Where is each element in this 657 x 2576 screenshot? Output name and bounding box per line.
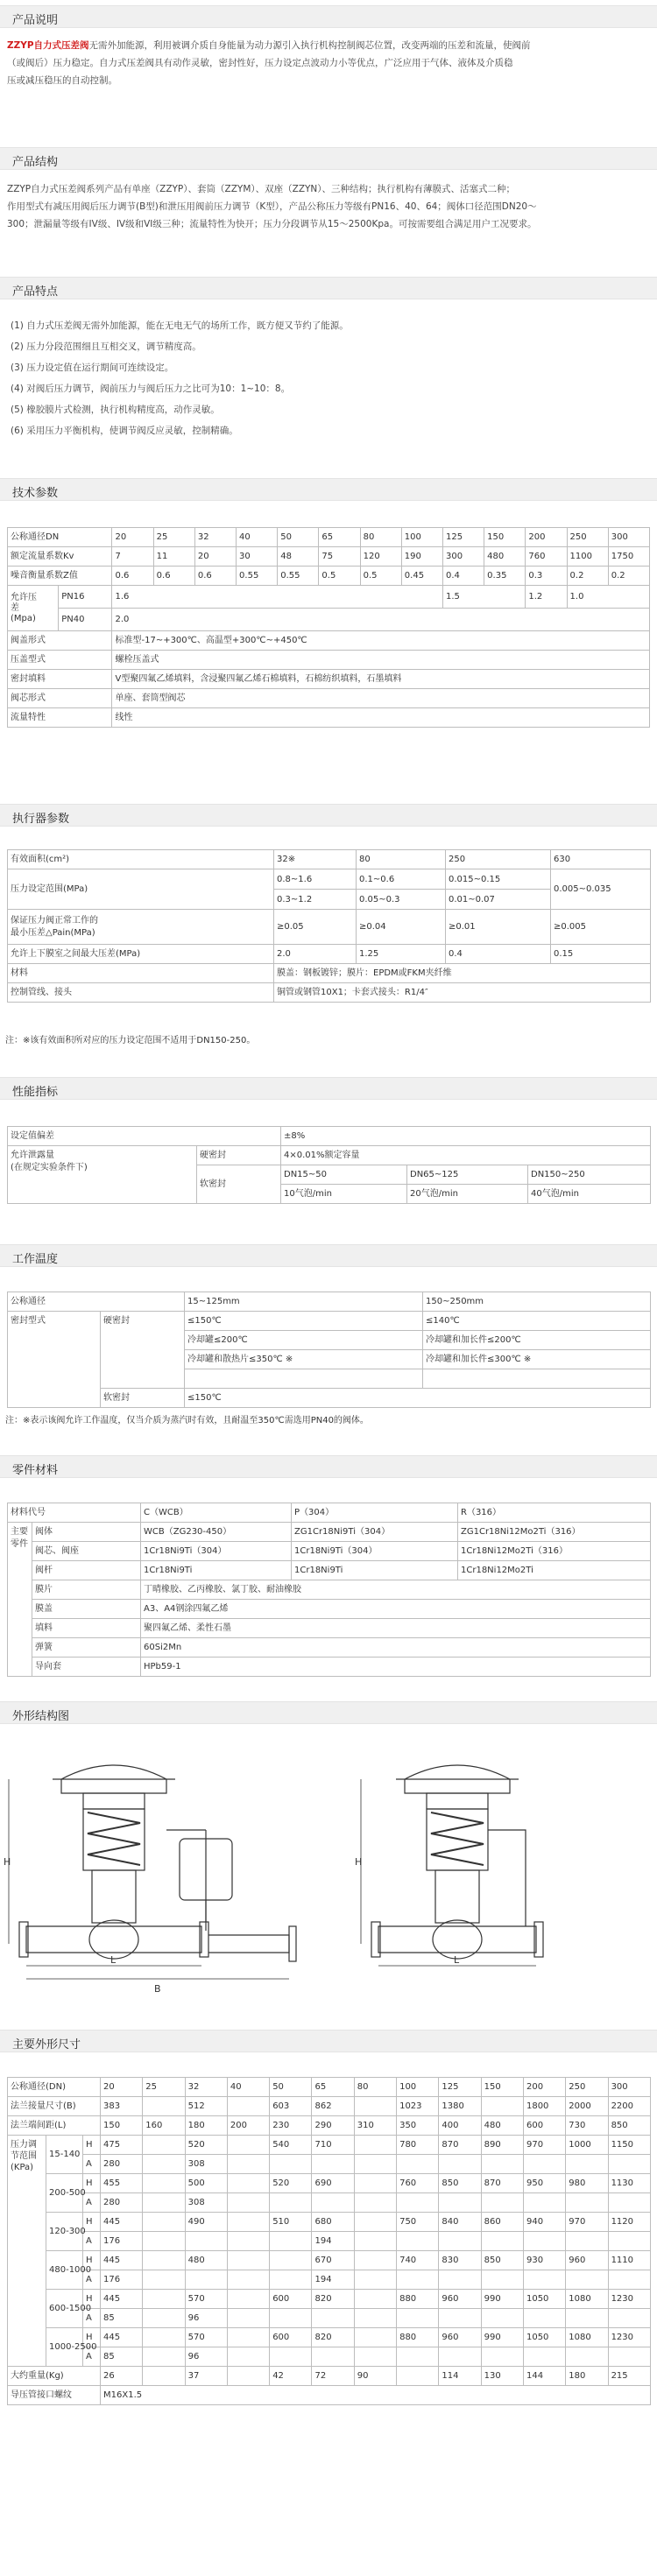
structure-text: ZZYP自力式压差阀系列产品有单座（ZZYP）、套筒（ZZYM）、双座（ZZYN）、三种结构；执行机构有薄膜式、活塞式二种； 作用型式有减压用阀后压力调节(B型)和泄压用阀前压力调节（K型），产品公称压力等级有PN16、40、64；阀体口径范围DN20～ 300；泄漏量等级有IV级、IV级和VI级三种；流量特性为快开；压力分段调节从15～2500Kpa。可按需要组合满足用户工况要求。: [7, 184, 537, 229]
section-title: 工作温度: [12, 1253, 59, 1266]
table-row: 阀芯形式 单座、套筒型阀芯: [8, 689, 650, 708]
label-H-right: H: [355, 1856, 363, 1868]
table-row: 480-1000 H 445 480 670 740 830 850 930 960 1110: [8, 2251, 651, 2270]
feature-item: (2) 压力分段范围细且互相交叉，调节精度高。: [11, 341, 201, 352]
table-row: 0.3~1.2 0.05~0.3 0.01~0.07: [8, 890, 651, 910]
table-row: 阀杆 1Cr18Ni9Ti 1Cr18Ni9Ti 1Cr18Ni12Mo2Ti: [8, 1561, 651, 1580]
table-row: 压盖型式 螺栓压盖式: [8, 651, 650, 670]
table-row: 软密封 DN15~50 DN65~125 DN150~250: [8, 1165, 651, 1185]
spring-right: [431, 1812, 484, 1865]
table-row: 压力调 节范围 (KPa) 15-140 H 475 520 540 710 780 870 890 970 1000 1150: [8, 2136, 651, 2155]
table-row: 导压管接口螺纹 M16X1.5: [8, 2386, 651, 2405]
feature-item: (4) 对阀后压力调节，阀前压力与阀后压力之比可为10：1~10：8。: [11, 384, 291, 394]
table-row: 1000-2500 H 445 570 600 820 880 960 990 1050 1080 1230: [8, 2328, 651, 2347]
table-row: 流量特性 线性: [8, 708, 650, 728]
feature-item: (3) 压力设定值在运行期间可连续设定。: [11, 362, 174, 373]
table-row: 公称通径 15~125mm 150~250mm: [8, 1292, 651, 1312]
label-B: B: [154, 1983, 161, 1995]
section-header-dimensions: [0, 2030, 657, 2052]
section-header-description: [0, 5, 657, 28]
table-row: 材料 膜盖：钢板镀锌；膜片：EPDM或FKM夹纤维: [8, 964, 651, 983]
diaphragm-cover-right: [396, 1765, 519, 1779]
section-header-actuator: [0, 804, 657, 827]
section-header-features: [0, 277, 657, 299]
section-header-performance: [0, 1077, 657, 1100]
section-title: 外形结构图: [12, 1710, 70, 1723]
diaphragm-cover-left: [53, 1765, 175, 1779]
table-row: 冷却罐≤200℃ 冷却罐和加长件≤200℃: [8, 1331, 651, 1350]
table-row: 膜盖 A3、A4钢涂四氟乙烯: [8, 1600, 651, 1619]
table-row: A 85 96: [8, 2309, 651, 2328]
label-L-left: L: [110, 1954, 117, 1966]
temperature-table: [7, 1292, 651, 1408]
table-row: 密封填料 V型聚四氟乙烯填料，含浸聚四氟乙烯石棉填料，石棉纺织填料，石墨填料: [8, 670, 650, 689]
actuator-table: [7, 849, 651, 1003]
performance-table: [7, 1126, 651, 1204]
table-row: 200-500 H 455 500 520 690 760 850 870 950 980 1130: [8, 2174, 651, 2193]
feature-list: [11, 317, 641, 440]
table-row: A 176 194: [8, 2232, 651, 2251]
section-title: 零件材料: [12, 1464, 59, 1477]
section-header-temperature: [0, 1244, 657, 1267]
table-row: 法兰端间距(L) 150 160 180 200 230 290 310 350 400 480 600 730 850: [8, 2116, 651, 2136]
section-title: 技术参数: [12, 487, 59, 500]
section-title: 产品特点: [12, 285, 59, 299]
section-title: 性能指标: [12, 1086, 59, 1099]
table-row: 材料代号 C（WCB） P（304） R（316）: [8, 1503, 651, 1523]
table-row: 有效面积(cm²) 32※ 80 250 630: [8, 850, 651, 869]
table-row: 允许上下膜室之间最大压差(MPa) 2.0 1.25 0.4 0.15: [8, 945, 651, 964]
table-row: 阀盖形式 标准型-17~+300℃、高温型+300℃~+450℃: [8, 631, 650, 651]
table-row: 大约重量(Kg) 26 37 42 72 90 114 130 144 180 215: [8, 2367, 651, 2386]
table-row: A 280 308: [8, 2193, 651, 2213]
table-row: 120-300 H 445 490 510 680 750 840 860 940 970 1120: [8, 2213, 651, 2232]
feature-item: (1) 自力式压差阀无需外加能源，能在无电无气的场所工作，既方便又节约了能源。: [11, 320, 349, 331]
feature-item: (6) 采用压力平衡机构，使调节阀反应灵敏，控制精确。: [11, 426, 238, 436]
section-title: 产品说明: [12, 14, 59, 27]
table-row: 阀芯、阀座 1Cr18Ni9Ti（304） 1Cr18Ni9Ti（304） 1Cr18Ni12Mo2Ti（316）: [8, 1542, 651, 1561]
table-row: 弹簧 60Si2Mn: [8, 1638, 651, 1658]
table-row: 导向套 HPb59-1: [8, 1658, 651, 1677]
dimensions-table: [7, 2077, 651, 2405]
table-row: 额定流量系数Kv 7 11 20 30 48 75 120 190 300 480 760 1100 1750: [8, 547, 650, 567]
table-row: 软密封 ≤150℃: [8, 1389, 651, 1408]
section-header-materials: [0, 1455, 657, 1478]
valve-outline-drawing: [0, 1742, 657, 1996]
label-L-right: L: [454, 1954, 460, 1966]
table-row: 公称通径DN 20 25 32 40 50 65 80 100 125 150 200 250 300: [8, 528, 650, 547]
tech-params-table: [7, 527, 650, 728]
temperature-note: 注：※表示该阀允许工作温度，仅当介质为蒸汽时有效，且耐温至350℃需选用PN40的阀体。: [5, 1416, 369, 1425]
table-row: 设定值偏差 ±8%: [8, 1127, 651, 1146]
table-row: 噪音衡量系数Z值 0.6 0.6 0.6 0.55 0.55 0.5 0.5 0.45 0.4 0.35 0.3 0.2 0.2: [8, 567, 650, 586]
table-row: 允许泄露量 (在规定实验条件下) 硬密封 4×0.01%额定容量: [8, 1146, 651, 1165]
section-header-tech-params: [0, 478, 657, 501]
section-header-structure: [0, 147, 657, 170]
table-row: 控制管线、接头 铜管或钢管10X1；卡套式接头：R1/4″: [8, 983, 651, 1003]
table-row: 填料 聚四氟乙烯、柔性石墨: [8, 1619, 651, 1638]
table-row: 主要 零件 阀体 WCB（ZG230-450） ZG1Cr18Ni9Ti（304） ZG1Cr18Ni12Mo2Ti（316）: [8, 1523, 651, 1542]
table-row: 公称通径(DN) 20 25 32 40 50 65 80 100 125 150 200 250 300: [8, 2078, 651, 2097]
actuator-note: 注：※该有效面积所对应的压力设定范围不适用于DN150-250。: [5, 1036, 256, 1045]
table-row: A 85 96: [8, 2347, 651, 2367]
table-row: 保证压力阀正常工作的 最小压差△Pain(MPa) ≥0.05 ≥0.04 ≥0.01 ≥0.005: [8, 910, 651, 945]
section-header-outline: [0, 1701, 657, 1724]
label-H-left: H: [4, 1856, 11, 1868]
table-row: 600-1500 H 445 570 600 820 880 960 990 1050 1080 1230: [8, 2290, 651, 2309]
table-row: 允许压 差 (Mpa) PN16 1.6 1.5 1.2 1.0: [8, 586, 650, 609]
feature-item: (5) 橡胶膜片式检测，执行机构精度高，动作灵敏。: [11, 405, 220, 415]
table-row: 压力设定范围(MPa) 0.8~1.6 0.1~0.6 0.015~0.15 0.005~0.035: [8, 869, 651, 890]
table-row: A 176 194: [8, 2270, 651, 2290]
spring-left: [88, 1812, 140, 1865]
materials-table: [7, 1503, 651, 1677]
description-text: ZZYP自力式压差阀无需外加能源，利用被调介质自身能量为动力源引入执行机构控制阀芯位置，改变两端的压差和流量，使阀前 （或阀后）压力稳定。自力式压差阀具有动作灵敏，密封性好，压力设定点波动力小等优点，广泛应用于气体、液体及介质稳 压或减压稳压的自动控制。: [7, 40, 531, 86]
table-row: 膜片 丁晴橡胶、乙丙橡胶、氯丁胶、耐油橡胶: [8, 1580, 651, 1600]
table-row: PN40 2.0: [8, 609, 650, 631]
section-title: 产品结构: [12, 156, 59, 169]
table-row: A 280 308: [8, 2155, 651, 2174]
table-row: 密封型式 硬密封 ≤150℃ ≤140℃: [8, 1312, 651, 1331]
table-row: 冷却罐和散热片≤350℃ ※ 冷却罐和加长件≤300℃ ※: [8, 1350, 651, 1369]
table-row: 10气泡/min 20气泡/min 40气泡/min: [8, 1185, 651, 1204]
table-row: 法兰接量尺寸(B) 383 512 603 862 1023 1380 1800 2000 2200: [8, 2097, 651, 2116]
section-title: 执行器参数: [12, 813, 70, 826]
section-title: 主要外形尺寸: [12, 2038, 81, 2052]
